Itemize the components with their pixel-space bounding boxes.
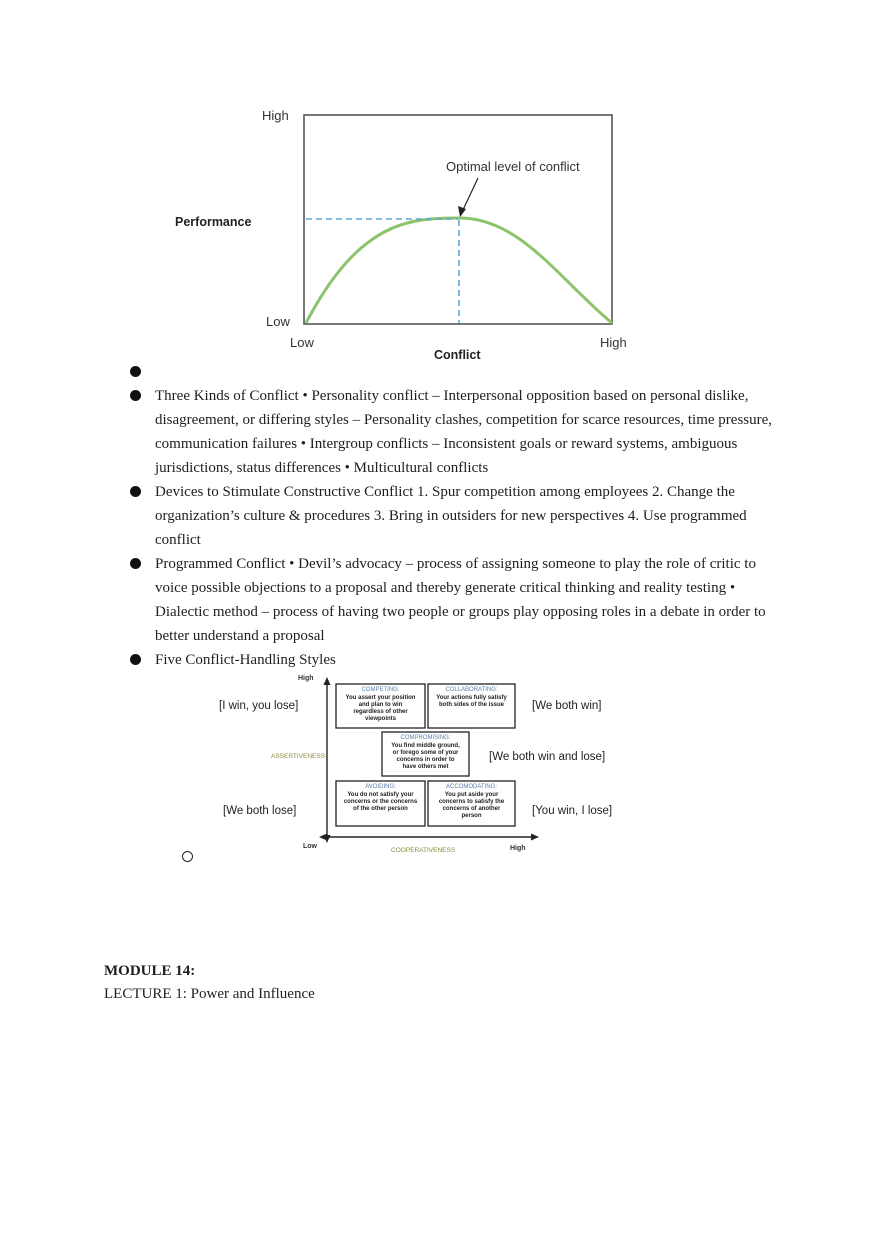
outcome-both-win-lose: [We both win and lose] xyxy=(489,751,606,763)
box-line: concerns in order to xyxy=(396,757,455,763)
box-line: both sides of the issue xyxy=(438,702,505,708)
y-axis-label: Performance xyxy=(175,215,252,229)
box-line: You find middle ground, xyxy=(391,743,460,749)
outcome-i-win: [I win, you lose] xyxy=(219,700,299,712)
sub-bullet-circle xyxy=(182,851,193,862)
x-axis-arrow-right xyxy=(531,834,539,841)
box-line: concerns or the concerns xyxy=(343,799,418,805)
list-item-text: Five Conflict-Handling Styles xyxy=(155,652,336,668)
box-line: You assert your position xyxy=(345,695,416,701)
list-item xyxy=(128,552,778,648)
x-high-label: High xyxy=(510,845,526,852)
lecture-title: LECTURE 1: Power and Influence xyxy=(104,986,315,1002)
optimal-annotation: Optimal level of conflict xyxy=(446,159,580,174)
y-high-label: High xyxy=(262,108,289,123)
box-title: COLLABORATING: xyxy=(445,687,498,693)
box-line: or forego some of your xyxy=(392,750,459,756)
x-low-label: Low xyxy=(290,335,314,350)
x-axis-label: COOPERATIVENESS xyxy=(391,847,456,854)
module-heading: MODULE 14: xyxy=(104,963,196,979)
box-line: Your actions fully satisfy xyxy=(436,695,507,701)
annotation-arrow xyxy=(462,178,478,212)
box-line: concerns of another xyxy=(442,806,501,812)
list-item xyxy=(128,480,778,552)
box-competing xyxy=(336,684,425,728)
list-item-text: Three Kinds of Conflict • Personality conflict – Interpersonal opposition based on personal dislike, disagreement, or differing styles – Personality clashes, competition for scarce resources, time pressure, communication failures • Intergroup conflicts – Inconsistent goals or reward systems, ambiguous jurisdictions, status differences • Multicultural conflicts xyxy=(155,388,773,476)
outcome-both-win: [We both win] xyxy=(532,700,602,712)
box-avoiding xyxy=(336,781,425,826)
box-title: AVOIDING: xyxy=(365,784,396,790)
box-compromising xyxy=(382,732,469,776)
y-low-label: Low xyxy=(266,314,290,329)
box-line: viewpoints xyxy=(364,716,397,722)
bullet-dot xyxy=(130,486,141,497)
x-low-label: Low xyxy=(303,843,317,850)
box-line: have others met xyxy=(402,764,449,770)
box-line: and plan to win xyxy=(358,702,403,708)
x-axis-arrow-left xyxy=(319,834,327,841)
box-title: COMPROMISING: xyxy=(400,735,451,741)
y-high-label: High xyxy=(298,675,314,682)
x-axis-label: Conflict xyxy=(434,348,481,362)
box-line: You put aside your xyxy=(444,792,499,798)
bullet-dot xyxy=(130,366,141,377)
list-item-text: Devices to Stimulate Constructive Conflict 1. Spur competition among employees 2. Change the organization’s culture & procedures 3. Bring in outsiders for new perspectives 4. Use programmed conflict xyxy=(155,484,747,548)
box-accomodating xyxy=(428,781,515,826)
outcome-you-win: [You win, I lose] xyxy=(532,805,613,817)
box-collaborating xyxy=(428,684,515,728)
x-high-label: High xyxy=(600,335,627,350)
bullet-list xyxy=(128,360,778,672)
list-item xyxy=(128,384,778,480)
bullet-dot xyxy=(130,558,141,569)
performance-conflict-chart xyxy=(160,100,630,365)
box-line: regardless of other xyxy=(353,709,408,715)
list-item-text: Programmed Conflict • Devil’s advocacy – process of assigning someone to play the role of critic to voice possible objections to a proposal and thereby generate critical thinking and reality testing • Dialectic method – process of having two people or groups play opposing roles in a debate in order to better understand a proposal xyxy=(155,556,766,644)
list-item xyxy=(128,360,778,384)
y-axis-label: ASSERTIVENESS xyxy=(271,753,326,760)
box-line: concerns to satisfy the xyxy=(438,799,505,805)
conflict-styles-diagram xyxy=(205,668,625,858)
box-line: You do not satisfy your xyxy=(347,792,414,798)
box-line: person xyxy=(461,813,482,819)
box-title: COMPETING: xyxy=(361,687,400,693)
bullet-dot xyxy=(130,654,141,665)
annotation-arrowhead xyxy=(458,206,466,217)
outcome-both-lose: [We both lose] xyxy=(223,805,297,817)
box-line: of the other person xyxy=(353,806,408,812)
box-title: ACCOMODATING: xyxy=(446,784,497,790)
y-axis-arrow-up xyxy=(324,677,331,685)
bullet-dot xyxy=(130,390,141,401)
